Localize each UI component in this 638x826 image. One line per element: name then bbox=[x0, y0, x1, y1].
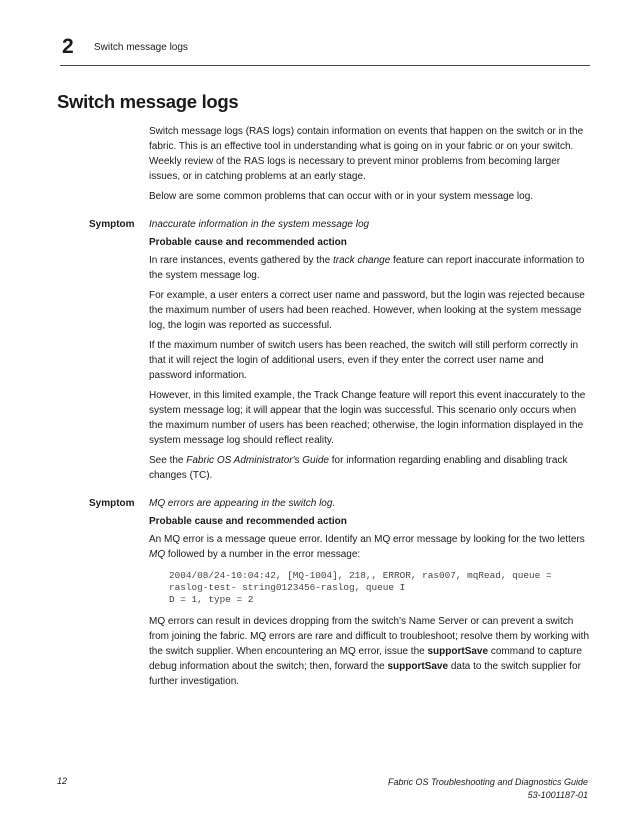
cause-heading: Probable cause and recommended action bbox=[149, 516, 347, 527]
paragraph: If the maximum number of switch users has been reached, the switch will still perform correctly in that it will reject the login of additional users, even if they enter the correct user name and password information. bbox=[149, 340, 579, 381]
paragraph: However, in this limited example, the Track Change feature will report this event inaccurately to the system message log; it will appear that the login was successful. This scenario only occurs when the maximum number of users has been reached; otherwise, the login information displayed in the system message log should reflect reality. bbox=[149, 390, 586, 446]
symptom-label: Symptom bbox=[89, 498, 135, 509]
header-divider bbox=[60, 65, 590, 66]
command-name: supportSave bbox=[427, 646, 489, 657]
paragraph: For example, a user enters a correct user name and password, but the login was rejected because the maximum number of users had been reached. However, when looking at the system message log, the login was reported as successful. bbox=[149, 290, 585, 331]
paragraph: MQ errors can result in devices dropping from the switch's Name Server or can prevent a switch from joining the fabric. MQ errors are rare and difficult to troubleshoot; resolve them by working with the switch supplier. When encountering an MQ error, issue the supportSave command to capture debug information about the switch; then, forward the supportSave data to the switch supplier for further investigation. bbox=[149, 616, 590, 687]
symptom-block bbox=[89, 217, 589, 232]
footer-page-number: 12 bbox=[57, 776, 68, 786]
symptom-label: Symptom bbox=[89, 219, 135, 230]
body-text bbox=[89, 124, 590, 689]
footer-doc-title: Fabric OS Troubleshooting and Diagnostics Guide bbox=[388, 777, 588, 787]
intro-paragraph: Below are some common problems that can occur with or in your system message log. bbox=[149, 191, 534, 202]
footer-doc-info bbox=[388, 776, 588, 802]
symptom-text: MQ errors are appearing in the switch log. bbox=[149, 498, 336, 509]
footer-doc-number: 53-1001187-01 bbox=[527, 790, 588, 800]
chapter-number: 2 bbox=[62, 35, 74, 58]
paragraph: See the Fabric OS Administrator's Guide for information regarding enabling and disabling track changes (TC). bbox=[149, 455, 568, 481]
intro-paragraph: Switch message logs (RAS logs) contain information on events that happen on the switch or in the fabric. This is an effective tool in understanding what is going on in your fabric or on your switch. Weekly review of the RAS logs is necessary to prevent minor problems from becoming larger issues, or in catching problems at an early stage. bbox=[149, 126, 584, 182]
command-name: supportSave bbox=[387, 661, 449, 672]
chapter-title: Switch message logs bbox=[94, 42, 188, 53]
symptom-text: Inaccurate information in the system message log bbox=[149, 219, 370, 230]
cause-heading: Probable cause and recommended action bbox=[149, 237, 347, 248]
paragraph: An MQ error is a message queue error. Identify an MQ error message by looking for the two letters MQ followed by a number in the error message: bbox=[149, 534, 585, 560]
code-sample: 2004/08/24-10:04:42, [MQ-1004], 218,, ERROR, ras007, mqRead, queue = raslog-test- string0123456-raslog, queue I D = 1, type = 2 bbox=[169, 570, 552, 605]
paragraph: In rare instances, events gathered by the track change feature can report inaccurate information to the system message log. bbox=[149, 255, 585, 281]
symptom-block bbox=[89, 496, 589, 511]
section-title: Switch message logs bbox=[57, 91, 239, 112]
